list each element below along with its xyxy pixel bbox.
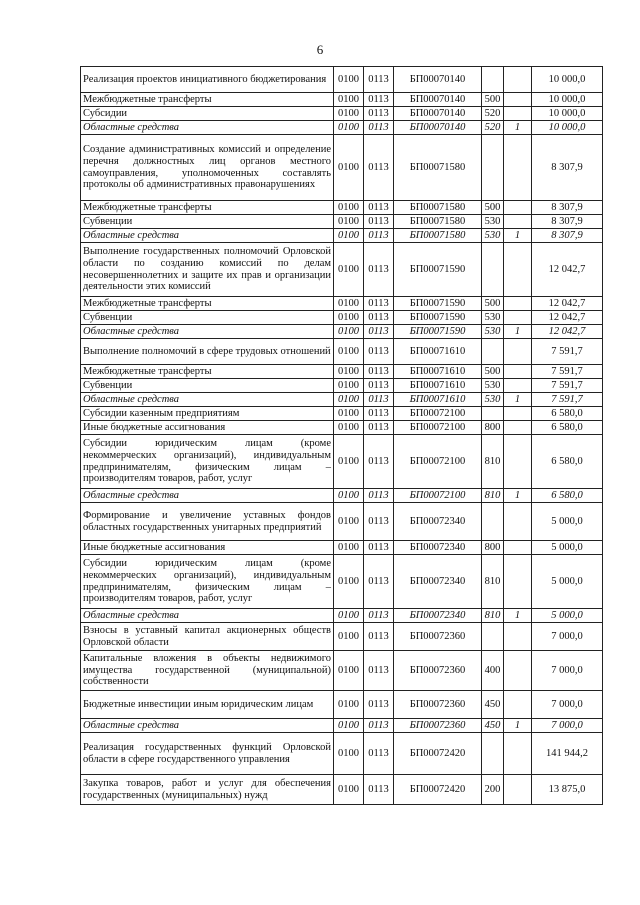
cell-section: 0100	[334, 691, 364, 719]
cell-expense-type: 800	[482, 541, 504, 555]
cell-section: 0100	[334, 503, 364, 541]
cell-expense-type: 800	[482, 421, 504, 435]
cell-name: Субвенции	[81, 379, 334, 393]
cell-funding-source	[504, 379, 532, 393]
table-row	[81, 339, 603, 365]
cell-target-article: БП00071590	[394, 311, 482, 325]
cell-funding-source: 1	[504, 489, 532, 503]
cell-funding-source: 1	[504, 121, 532, 135]
cell-funding-source	[504, 623, 532, 651]
cell-target-article: БП00072360	[394, 651, 482, 691]
table-row	[81, 365, 603, 379]
table-row	[81, 243, 603, 297]
cell-section: 0100	[334, 609, 364, 623]
cell-name: Капитальные вложения в объекты недвижимого имущества государственной (муниципальной) собственности	[81, 651, 334, 691]
cell-funding-source	[504, 503, 532, 541]
cell-name: Областные средства	[81, 489, 334, 503]
cell-subsection: 0113	[364, 379, 394, 393]
cell-subsection: 0113	[364, 733, 394, 775]
table-row	[81, 609, 603, 623]
cell-funding-source: 1	[504, 229, 532, 243]
cell-name: Реализация государственных функций Орловской области в сфере государственного управления	[81, 733, 334, 775]
cell-expense-type	[482, 503, 504, 541]
cell-subsection: 0113	[364, 691, 394, 719]
cell-funding-source	[504, 339, 532, 365]
cell-target-article: БП00072420	[394, 733, 482, 775]
cell-funding-source	[504, 651, 532, 691]
cell-subsection: 0113	[364, 365, 394, 379]
cell-target-article: БП00072340	[394, 555, 482, 609]
cell-amount: 8 307,9	[532, 135, 603, 201]
cell-funding-source	[504, 555, 532, 609]
table-row	[81, 733, 603, 775]
cell-section: 0100	[334, 489, 364, 503]
cell-amount: 10 000,0	[532, 107, 603, 121]
cell-section: 0100	[334, 339, 364, 365]
cell-section: 0100	[334, 107, 364, 121]
cell-target-article: БП00072340	[394, 609, 482, 623]
cell-funding-source	[504, 93, 532, 107]
cell-name: Областные средства	[81, 393, 334, 407]
cell-amount: 8 307,9	[532, 215, 603, 229]
cell-amount: 6 580,0	[532, 435, 603, 489]
cell-funding-source	[504, 365, 532, 379]
cell-subsection: 0113	[364, 67, 394, 93]
cell-expense-type: 400	[482, 651, 504, 691]
cell-amount: 7 591,7	[532, 365, 603, 379]
cell-section: 0100	[334, 775, 364, 805]
cell-subsection: 0113	[364, 339, 394, 365]
table-row	[81, 435, 603, 489]
cell-section: 0100	[334, 623, 364, 651]
table-row	[81, 229, 603, 243]
cell-name: Формирование и увеличение уставных фондов областных государственных унитарных предприятий	[81, 503, 334, 541]
cell-expense-type: 450	[482, 691, 504, 719]
cell-name: Реализация проектов инициативного бюджетирования	[81, 67, 334, 93]
cell-name: Иные бюджетные ассигнования	[81, 541, 334, 555]
cell-name: Областные средства	[81, 325, 334, 339]
cell-subsection: 0113	[364, 229, 394, 243]
cell-subsection: 0113	[364, 135, 394, 201]
cell-section: 0100	[334, 435, 364, 489]
cell-target-article: БП00072360	[394, 719, 482, 733]
table-row	[81, 215, 603, 229]
cell-section: 0100	[334, 93, 364, 107]
cell-subsection: 0113	[364, 107, 394, 121]
cell-amount: 7 000,0	[532, 623, 603, 651]
cell-section: 0100	[334, 365, 364, 379]
cell-amount: 5 000,0	[532, 609, 603, 623]
cell-amount: 7 000,0	[532, 651, 603, 691]
cell-expense-type: 530	[482, 229, 504, 243]
cell-target-article: БП00071580	[394, 201, 482, 215]
cell-amount: 7 591,7	[532, 339, 603, 365]
table-row	[81, 719, 603, 733]
cell-amount: 7 591,7	[532, 379, 603, 393]
cell-subsection: 0113	[364, 297, 394, 311]
cell-section: 0100	[334, 407, 364, 421]
cell-target-article: БП00071610	[394, 393, 482, 407]
cell-target-article: БП00072420	[394, 775, 482, 805]
cell-section: 0100	[334, 121, 364, 135]
cell-funding-source	[504, 107, 532, 121]
cell-name: Создание административных комиссий и определение перечня должностных лиц органов местного самоуправления, уполномоченных составлять протоколы об административных правонарушениях	[81, 135, 334, 201]
cell-expense-type: 500	[482, 365, 504, 379]
cell-section: 0100	[334, 393, 364, 407]
cell-section: 0100	[334, 733, 364, 775]
cell-name: Выполнение государственных полномочий Орловской области по созданию комиссий по делам несовершеннолетних и защите их прав и организации деятельности этих комиссий	[81, 243, 334, 297]
table-row	[81, 623, 603, 651]
cell-name: Закупка товаров, работ и услуг для обеспечения государственных (муниципальных) нужд	[81, 775, 334, 805]
budget-table-body	[81, 67, 603, 805]
cell-expense-type: 530	[482, 379, 504, 393]
cell-target-article: БП00070140	[394, 93, 482, 107]
cell-name: Субсидии	[81, 107, 334, 121]
cell-name: Иные бюджетные ассигнования	[81, 421, 334, 435]
cell-expense-type	[482, 407, 504, 421]
budget-table	[80, 66, 603, 805]
table-row	[81, 135, 603, 201]
cell-target-article: БП00072360	[394, 623, 482, 651]
cell-subsection: 0113	[364, 541, 394, 555]
cell-section: 0100	[334, 421, 364, 435]
cell-funding-source: 1	[504, 325, 532, 339]
table-row	[81, 503, 603, 541]
cell-name: Областные средства	[81, 719, 334, 733]
cell-funding-source	[504, 67, 532, 93]
cell-expense-type: 810	[482, 489, 504, 503]
cell-subsection: 0113	[364, 489, 394, 503]
cell-section: 0100	[334, 541, 364, 555]
cell-target-article: БП00071610	[394, 339, 482, 365]
cell-name: Субвенции	[81, 311, 334, 325]
table-row	[81, 407, 603, 421]
cell-subsection: 0113	[364, 651, 394, 691]
cell-subsection: 0113	[364, 623, 394, 651]
cell-amount: 10 000,0	[532, 121, 603, 135]
cell-amount: 12 042,7	[532, 325, 603, 339]
cell-section: 0100	[334, 135, 364, 201]
cell-funding-source	[504, 775, 532, 805]
cell-name: Межбюджетные трансферты	[81, 201, 334, 215]
cell-funding-source: 1	[504, 719, 532, 733]
table-row	[81, 651, 603, 691]
table-row	[81, 107, 603, 121]
cell-name: Выполнение полномочий в сфере трудовых отношений	[81, 339, 334, 365]
cell-section: 0100	[334, 243, 364, 297]
table-row	[81, 121, 603, 135]
cell-name: Взносы в уставный капитал акционерных обществ Орловской области	[81, 623, 334, 651]
cell-expense-type: 520	[482, 107, 504, 121]
cell-target-article: БП00071590	[394, 325, 482, 339]
cell-section: 0100	[334, 311, 364, 325]
cell-target-article: БП00072100	[394, 407, 482, 421]
cell-funding-source: 1	[504, 609, 532, 623]
cell-target-article: БП00071590	[394, 297, 482, 311]
cell-expense-type	[482, 623, 504, 651]
cell-target-article: БП00071590	[394, 243, 482, 297]
cell-section: 0100	[334, 379, 364, 393]
cell-expense-type: 530	[482, 215, 504, 229]
cell-expense-type: 810	[482, 555, 504, 609]
cell-subsection: 0113	[364, 775, 394, 805]
cell-funding-source	[504, 215, 532, 229]
cell-subsection: 0113	[364, 435, 394, 489]
cell-funding-source	[504, 691, 532, 719]
table-row	[81, 325, 603, 339]
cell-amount: 8 307,9	[532, 229, 603, 243]
cell-subsection: 0113	[364, 201, 394, 215]
cell-amount: 10 000,0	[532, 67, 603, 93]
cell-amount: 12 042,7	[532, 311, 603, 325]
cell-amount: 12 042,7	[532, 243, 603, 297]
cell-name: Субсидии казенным предприятиям	[81, 407, 334, 421]
table-row	[81, 393, 603, 407]
cell-section: 0100	[334, 719, 364, 733]
cell-section: 0100	[334, 67, 364, 93]
cell-name: Межбюджетные трансферты	[81, 365, 334, 379]
cell-funding-source	[504, 733, 532, 775]
cell-target-article: БП00072360	[394, 691, 482, 719]
cell-expense-type: 530	[482, 393, 504, 407]
cell-target-article: БП00070140	[394, 67, 482, 93]
table-row	[81, 541, 603, 555]
cell-subsection: 0113	[364, 407, 394, 421]
cell-funding-source	[504, 435, 532, 489]
table-row	[81, 311, 603, 325]
cell-amount: 5 000,0	[532, 503, 603, 541]
cell-target-article: БП00072340	[394, 503, 482, 541]
cell-funding-source	[504, 297, 532, 311]
cell-name: Бюджетные инвестиции иным юридическим лицам	[81, 691, 334, 719]
cell-subsection: 0113	[364, 215, 394, 229]
cell-subsection: 0113	[364, 555, 394, 609]
cell-target-article: БП00070140	[394, 107, 482, 121]
table-row	[81, 775, 603, 805]
table-row	[81, 691, 603, 719]
cell-target-article: БП00070140	[394, 121, 482, 135]
cell-section: 0100	[334, 297, 364, 311]
cell-expense-type	[482, 733, 504, 775]
cell-target-article: БП00071610	[394, 365, 482, 379]
page-number: 6	[316, 42, 324, 57]
cell-target-article: БП00072340	[394, 541, 482, 555]
cell-target-article: БП00072100	[394, 489, 482, 503]
cell-target-article: БП00071580	[394, 215, 482, 229]
cell-target-article: БП00071610	[394, 379, 482, 393]
cell-section: 0100	[334, 201, 364, 215]
cell-expense-type: 810	[482, 435, 504, 489]
table-row	[81, 421, 603, 435]
cell-name: Субвенции	[81, 215, 334, 229]
cell-amount: 7 000,0	[532, 719, 603, 733]
cell-subsection: 0113	[364, 311, 394, 325]
cell-amount: 7 000,0	[532, 691, 603, 719]
cell-name: Областные средства	[81, 609, 334, 623]
cell-expense-type: 200	[482, 775, 504, 805]
cell-amount: 6 580,0	[532, 421, 603, 435]
cell-subsection: 0113	[364, 503, 394, 541]
cell-subsection: 0113	[364, 93, 394, 107]
table-row	[81, 297, 603, 311]
cell-expense-type: 520	[482, 121, 504, 135]
cell-funding-source	[504, 135, 532, 201]
cell-amount: 141 944,2	[532, 733, 603, 775]
cell-section: 0100	[334, 651, 364, 691]
cell-funding-source: 1	[504, 393, 532, 407]
cell-amount: 8 307,9	[532, 201, 603, 215]
cell-subsection: 0113	[364, 393, 394, 407]
cell-expense-type: 530	[482, 311, 504, 325]
table-row	[81, 489, 603, 503]
cell-amount: 5 000,0	[532, 541, 603, 555]
cell-amount: 10 000,0	[532, 93, 603, 107]
cell-funding-source	[504, 243, 532, 297]
cell-target-article: БП00071580	[394, 229, 482, 243]
cell-expense-type	[482, 135, 504, 201]
table-row	[81, 379, 603, 393]
cell-subsection: 0113	[364, 243, 394, 297]
cell-section: 0100	[334, 215, 364, 229]
cell-amount: 12 042,7	[532, 297, 603, 311]
cell-name: Областные средства	[81, 121, 334, 135]
cell-amount: 6 580,0	[532, 407, 603, 421]
cell-expense-type: 500	[482, 201, 504, 215]
table-row	[81, 67, 603, 93]
cell-name: Субсидии юридическим лицам (кроме некоммерческих организаций), индивидуальным предпринимателям, физическим лицам – производителям товаров, работ, услуг	[81, 555, 334, 609]
cell-expense-type: 450	[482, 719, 504, 733]
cell-expense-type	[482, 243, 504, 297]
cell-target-article: БП00072100	[394, 421, 482, 435]
table-row	[81, 93, 603, 107]
cell-target-article: БП00072100	[394, 435, 482, 489]
cell-funding-source	[504, 541, 532, 555]
cell-funding-source	[504, 421, 532, 435]
cell-amount: 13 875,0	[532, 775, 603, 805]
cell-subsection: 0113	[364, 421, 394, 435]
cell-name: Субсидии юридическим лицам (кроме некоммерческих организаций), индивидуальным предпринимателям, физическим лицам – производителям товаров, работ, услуг	[81, 435, 334, 489]
cell-name: Межбюджетные трансферты	[81, 93, 334, 107]
cell-expense-type: 500	[482, 93, 504, 107]
cell-subsection: 0113	[364, 121, 394, 135]
cell-section: 0100	[334, 325, 364, 339]
cell-expense-type: 810	[482, 609, 504, 623]
cell-name: Областные средства	[81, 229, 334, 243]
cell-funding-source	[504, 407, 532, 421]
cell-subsection: 0113	[364, 719, 394, 733]
cell-target-article: БП00071580	[394, 135, 482, 201]
cell-expense-type	[482, 339, 504, 365]
cell-expense-type	[482, 67, 504, 93]
cell-section: 0100	[334, 229, 364, 243]
cell-section: 0100	[334, 555, 364, 609]
cell-expense-type: 500	[482, 297, 504, 311]
cell-subsection: 0113	[364, 609, 394, 623]
cell-amount: 6 580,0	[532, 489, 603, 503]
cell-funding-source	[504, 311, 532, 325]
cell-expense-type: 530	[482, 325, 504, 339]
table-row	[81, 555, 603, 609]
cell-subsection: 0113	[364, 325, 394, 339]
cell-name: Межбюджетные трансферты	[81, 297, 334, 311]
cell-amount: 7 591,7	[532, 393, 603, 407]
table-row	[81, 201, 603, 215]
cell-funding-source	[504, 201, 532, 215]
cell-amount: 5 000,0	[532, 555, 603, 609]
